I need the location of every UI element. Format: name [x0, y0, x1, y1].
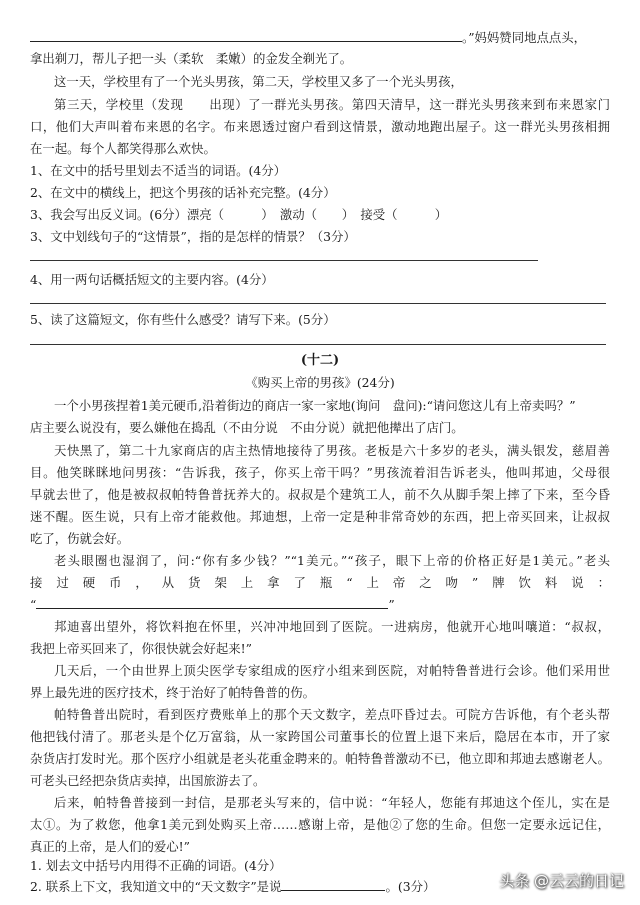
story2-line: 我把上帝买回来了，你很快就会好起来!” [30, 641, 252, 656]
story1-line1 [30, 30, 610, 46]
story2-line: 界上最先进的医疗技术，终于治好了帕特鲁普的伤。 [30, 685, 315, 700]
story2-blank-line: “ ” [30, 597, 395, 612]
story1-line1-text: 。”妈妈赞同地点点头， [462, 30, 587, 45]
story2-line: 帕特鲁普出院时，看到医疗费账单上的那个天文数字，差点吓昏过去。可院方告诉他，有个老头帮 [54, 707, 610, 722]
watermark: 头条 @云云的日记 [499, 872, 624, 890]
story2-line: 太①。为了救您，他拿1美元到处购买上帝……感谢上帝，是他②了您的生命。但您一定要永远记住， [30, 817, 610, 832]
section-number: (十二) [300, 353, 340, 368]
story2-line: 目。他笑眯眯地问男孩：“告诉我，孩子，你买上帝干吗？”男孩流着泪告诉老头，他叫邦迪，父母很 [30, 465, 610, 480]
question-5: 5、读了这篇短文，你有些什么感受？请写下来。(5分） [30, 312, 336, 327]
story2-line: 几天后，一个由世界上顶尖医学专家组成的医疗小组来到医院，对帕特鲁普进行会诊。他们采用世 [54, 663, 610, 678]
fill-blank[interactable] [30, 30, 462, 42]
answer-line[interactable] [30, 260, 538, 261]
story2-line: 接过硬币，从货架上拿了瓶“上帝之吻”牌饮料说： [30, 575, 610, 590]
answer-line[interactable] [30, 303, 606, 304]
story1-line2: 拿出剃刀，帮儿子把一头（柔软 柔嫩）的金发全剃光了。 [30, 51, 353, 66]
question-3-scene: 3、文中划线句子的“这情景”，指的是怎样的情景？（3分） [30, 229, 356, 244]
story2-line: 后来，帕特鲁普接到一封信，是那老头写来的，信中说：“年轻人，您能有邦迪这个侄儿，实在是 [54, 795, 610, 810]
story2-line: 真正的上帝，是人们的爱心!” [30, 839, 191, 854]
question-3-antonyms: 3、我会写出反义词。(6分）漂亮（ ） 激动（ ） 接受（ ） [30, 207, 448, 222]
question2-2-text: 2. 联系上下文，我知道文中的“天文数字”是说 [30, 879, 282, 894]
story1-line6: 在一起。每个人都笑得那么欢快。 [30, 141, 216, 156]
story2-line: 可老头已经把杂货店卖掉，出国旅游去了。 [30, 773, 266, 788]
question-2: 2、在文中的横线上，把这个男孩的话补充完整。(4分） [30, 185, 336, 200]
question2-1: 1. 划去文中括号内用得不正确的词语。(4分） [30, 858, 282, 873]
story2-line: 早就去世了，他是被叔叔帕特鲁普抚养大的。叔叔是个建筑工人，前不久从脚手架上摔了下来，至今昏 [30, 487, 610, 502]
fill-blank[interactable] [281, 879, 385, 891]
question-4: 4、用一两句话概括短文的主要内容。(4分） [30, 272, 274, 287]
story2-line: 他把钱付清了。那老头是个亿万富翁，从一家跨国公司董事长的位置上退下来后，隐居在本市，开了家 [30, 729, 610, 744]
story2-line: 天快黑了，第二十九家商店的店主热情地接待了男孩。老板是六十多岁的老头，满头银发，慈眉善 [54, 443, 610, 458]
question-1: 1、在文中的括号里划去不适当的词语。(4分） [30, 163, 287, 178]
fill-blank[interactable] [36, 597, 388, 609]
story2-line: 邦迪喜出望外，将饮料抱在怀里，兴冲冲地回到了医院。一进病房，他就开心地叫嚷道：“叔叔， [54, 619, 610, 634]
story1-line4: 第三天，学校里（发现 出现）了一群光头男孩。第四天清早，这一群光头男孩来到布来恩家门 [54, 97, 610, 112]
story1-line3: 这一天，学校里有了一个光头男孩，第二天，学校里又多了一个光头男孩， [54, 74, 463, 89]
story2-line: 一个小男孩捏着1美元硬币,沿着街边的商店一家一家地(询问 盘问):“请问您这儿有上帝卖吗？” [54, 398, 576, 413]
story1-line5: 口，他们大声叫着布来恩的名字。布来恩透过窗户看到这情景，激动地跑出屋子。这一群光头男孩相拥 [30, 119, 610, 134]
answer-line[interactable] [30, 344, 606, 345]
story2-line: 杂货店打发时光。那个医疗小组就是老头花重金聘来的。帕特鲁普激动不已，他立即和邦迪去感谢老人。 [30, 751, 610, 766]
story2-line: 老头眼圈也湿润了，问:“你有多少钱？”“1美元。”“孩子，眼下上帝的价格正好是1美元。”老头 [54, 553, 610, 568]
question2-2-score: 。(3分） [385, 879, 436, 894]
story2-line: 吃了，伤就会好。 [30, 531, 130, 546]
story2-line: 迷不醒。医生说，只有上帝才能救他。邦迪想，上帝一定是种非常奇妙的东西，把上帝买回来，让叔叔 [30, 509, 610, 524]
story2-line: 店主要么说没有，要么嫌他在捣乱（不由分说 不由分说）就把他撵出了店门。 [30, 420, 464, 435]
section-title: 《购买上帝的男孩》(24分) [245, 375, 395, 390]
